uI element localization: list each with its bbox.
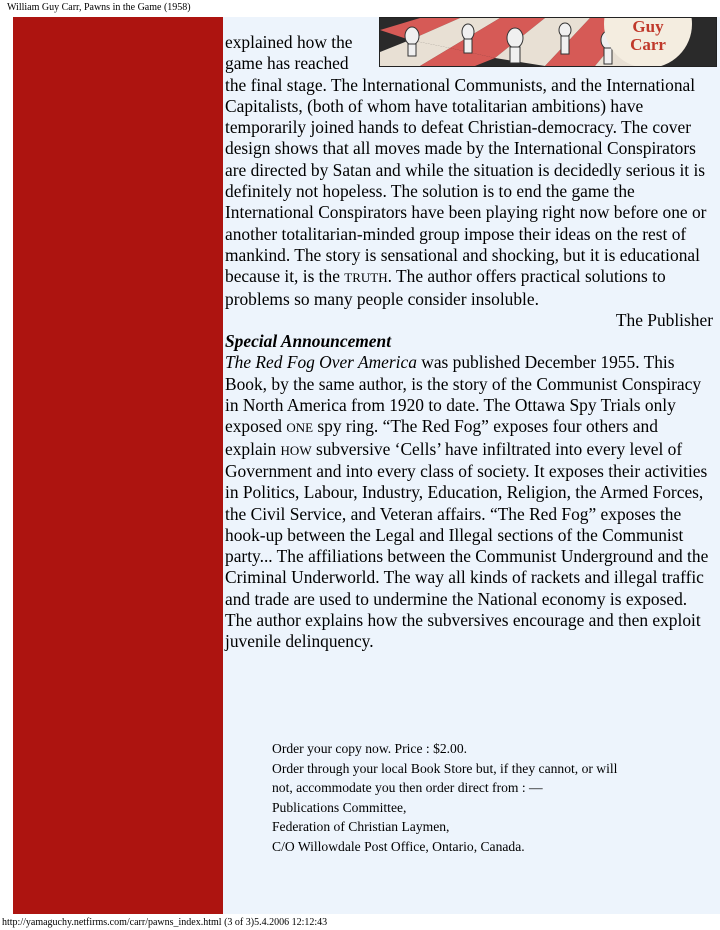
order-line: C/O Willowdale Post Office, Ontario, Canada.	[272, 838, 525, 854]
order-line: Order through your local Book Store but, if they cannot, or will	[272, 760, 618, 776]
order-line: Publications Committee,	[272, 799, 407, 815]
page-header: William Guy Carr, Pawns in the Game (1958)	[7, 2, 191, 13]
intro-paragraph	[225, 32, 713, 310]
page-footer: http://yamaguchy.netfirms.com/carr/pawns_index.html (3 of 3)5.4.2006 12:12:43	[2, 917, 328, 928]
truth-word: TRUTH	[344, 270, 388, 286]
document-body	[225, 18, 713, 653]
order-line: not, accommodate you then order direct from : —	[272, 780, 543, 795]
cover-author-last: Carr	[630, 35, 666, 54]
order-info	[272, 739, 682, 856]
intro-text-1: explained how the game has reached the final stage. The lnternational Communists, and the International Capitalists, (both of whom have totalitarian ambitions) have temporarily joined hands to defeat Christian-democracy. The cover design shows that all moves made by the International Conspirators are directed by Satan and while the situation is decidedly serious it is definitely not hopeless. The solution is to end the game the International Conspirators have been playing right now before one or another totalitarian-minded group impose their ideas on the rest of mankind. The story is sensational and shocking, but it is educational because it, is the	[225, 32, 707, 287]
book-title: The Red Fog Over America	[225, 352, 417, 373]
book-cover-image	[379, 17, 717, 67]
cover-illustration	[380, 18, 716, 66]
announcement-text-1: was published December 1955. This Book, by the same author, is the story of the Communist Conspiracy in North America from 1920 to date. The Ottawa Spy Trials only exposed	[225, 352, 702, 437]
announcement-paragraph	[225, 352, 713, 652]
announcement-heading: Special Announcement	[225, 331, 392, 352]
order-line: Order your copy now. Price : $2.00.	[272, 741, 468, 756]
one-word: ONE	[286, 420, 314, 436]
intro-text-2: . The author offers practical solutions to problems so many people consider insoluble.	[225, 266, 666, 309]
order-line: Federation of Christian Laymen,	[272, 819, 450, 834]
publisher-signature: The Publisher	[615, 309, 713, 330]
announcement-text-2: spy ring. “The Red Fog” exposes four others and explain	[225, 416, 658, 459]
announcement-text-3: subversive ‘Cells’ have infiltrated into every level of Government and into every class of society. It exposes their activities in Politics, Labour, Industry, Education, Religion, the Armed Forces, the Civil Service, and Veteran affairs. “The Red Fog” exposes the hook-up between the Legal and Illegal sections of the Communist party... The affiliations between the Communist Underground and the Criminal Underworld. The way all kinds of rackets and illegal traffic and trade are used to undermine the National economy is exposed. The author explains how the subversives encourage and then exploit juvenile delinquency.	[225, 438, 709, 652]
how-word: HOW	[280, 442, 312, 458]
cover-author-first: Guy	[632, 18, 664, 36]
red-sidebar	[13, 17, 223, 914]
